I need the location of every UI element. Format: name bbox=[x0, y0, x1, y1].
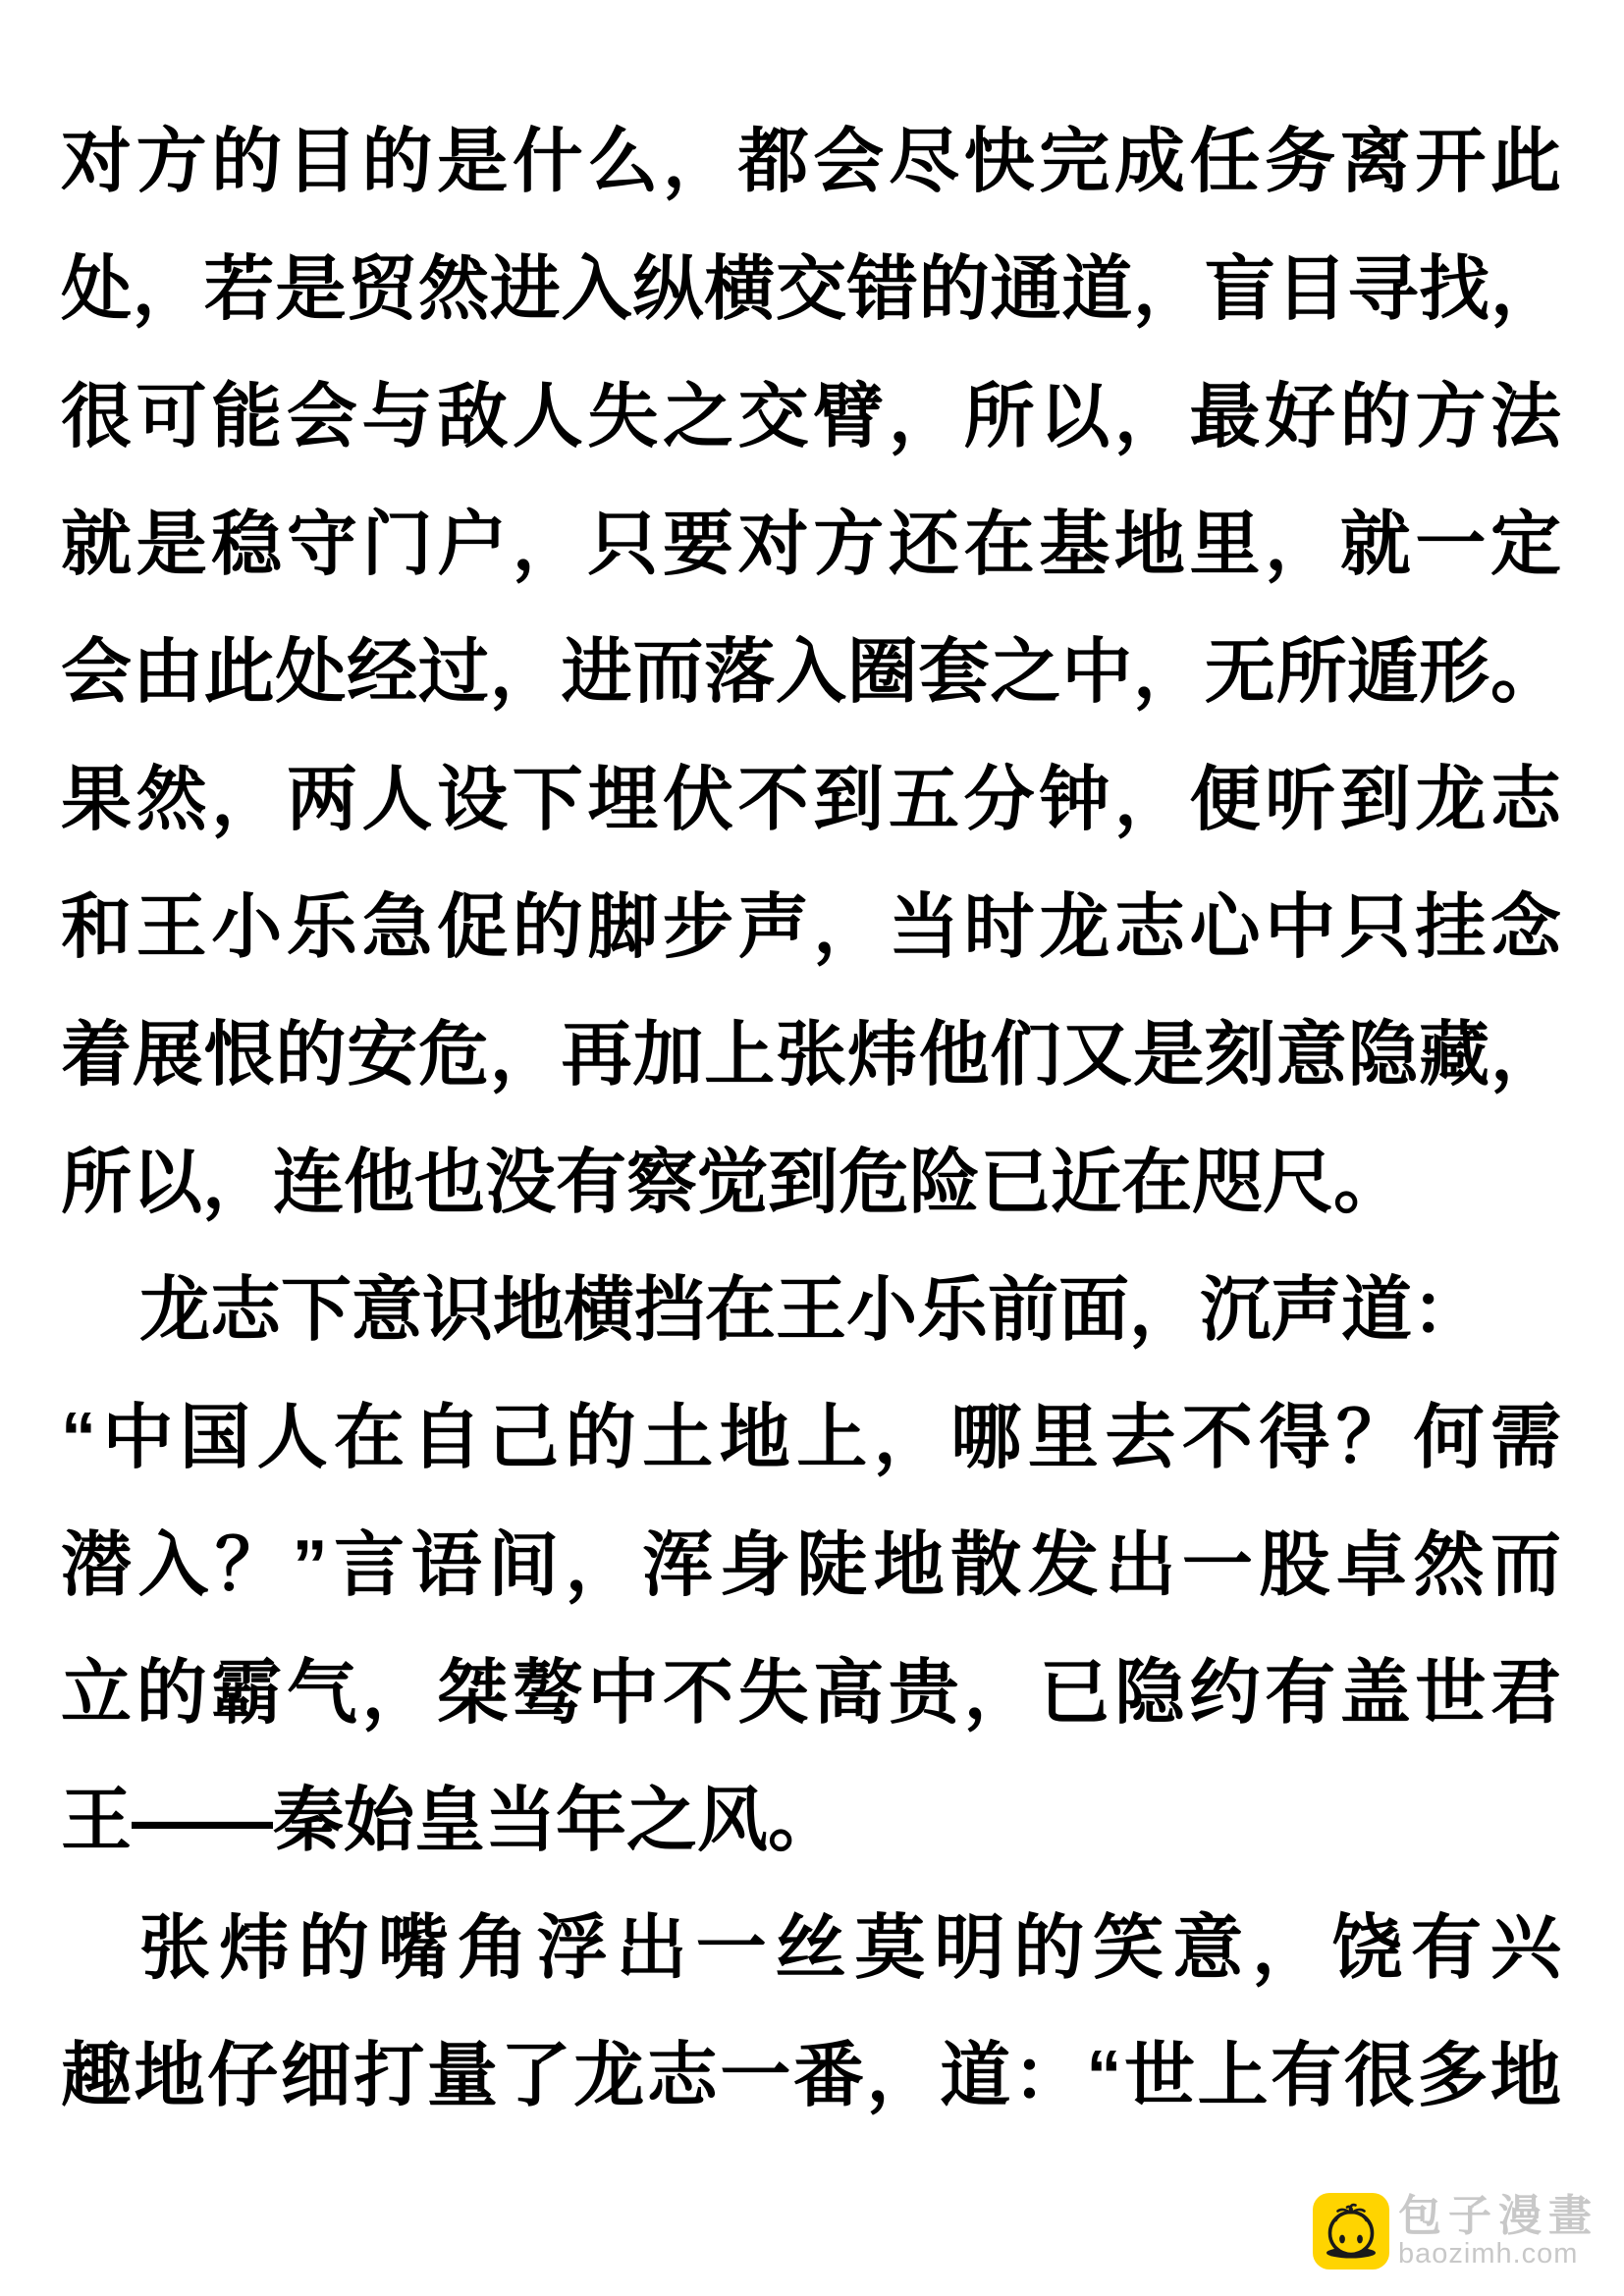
text-line: 立的霸气，桀骜中不失高贵，已隐约有盖世君 bbox=[61, 1654, 1561, 1733]
novel-text-block bbox=[61, 98, 1561, 2140]
watermark-text bbox=[1398, 2194, 1598, 2269]
text-line: 张炜的嘴角浮出一丝莫明的笑意，饶有兴 bbox=[139, 1909, 1561, 1988]
watermark-brand-name: 包子漫畫 bbox=[1398, 2192, 1598, 2240]
text-line: 着展恨的安危，再加上张炜他们又是刻意隐藏， bbox=[61, 1016, 1561, 1095]
text-line: 果然，两人设下埋伏不到五分钟，便听到龙志 bbox=[61, 761, 1561, 839]
text-line: 就是稳守门户，只要对方还在基地里，就一定 bbox=[61, 506, 1561, 584]
text-line: 和王小乐急促的脚步声，当时龙志心中只挂念 bbox=[61, 888, 1561, 967]
text-line: “中国人在自己的土地上，哪里去不得？何需 bbox=[61, 1399, 1561, 1477]
watermark-site-url: baozimh.com bbox=[1398, 2238, 1579, 2269]
text-line: 龙志下意识地横挡在王小乐前面，沉声道： bbox=[139, 1271, 1484, 1350]
text-line: 处，若是贸然进入纵横交错的通道，盲目寻找， bbox=[61, 250, 1561, 329]
text-line: 趣地仔细打量了龙志一番，道：“世上有很多地 bbox=[61, 2037, 1561, 2115]
text-line: 对方的目的是什么，都会尽快完成任务离开此 bbox=[61, 123, 1561, 201]
baozi-bun-icon bbox=[1313, 2193, 1389, 2269]
text-line: 很可能会与敌人失之交臂，所以，最好的方法 bbox=[61, 378, 1561, 456]
text-line: 所以，连他也没有察觉到危险已近在咫尺。 bbox=[61, 1144, 1405, 1222]
text-line: 会由此处经过，进而落入圈套之中，无所遁形。 bbox=[61, 633, 1561, 712]
text-line: 潜入？”言语间，浑身陡地散发出一股卓然而 bbox=[61, 1526, 1561, 1605]
watermark bbox=[1313, 2193, 1598, 2269]
text-line: 王——秦始皇当年之风。 bbox=[61, 1782, 839, 1860]
